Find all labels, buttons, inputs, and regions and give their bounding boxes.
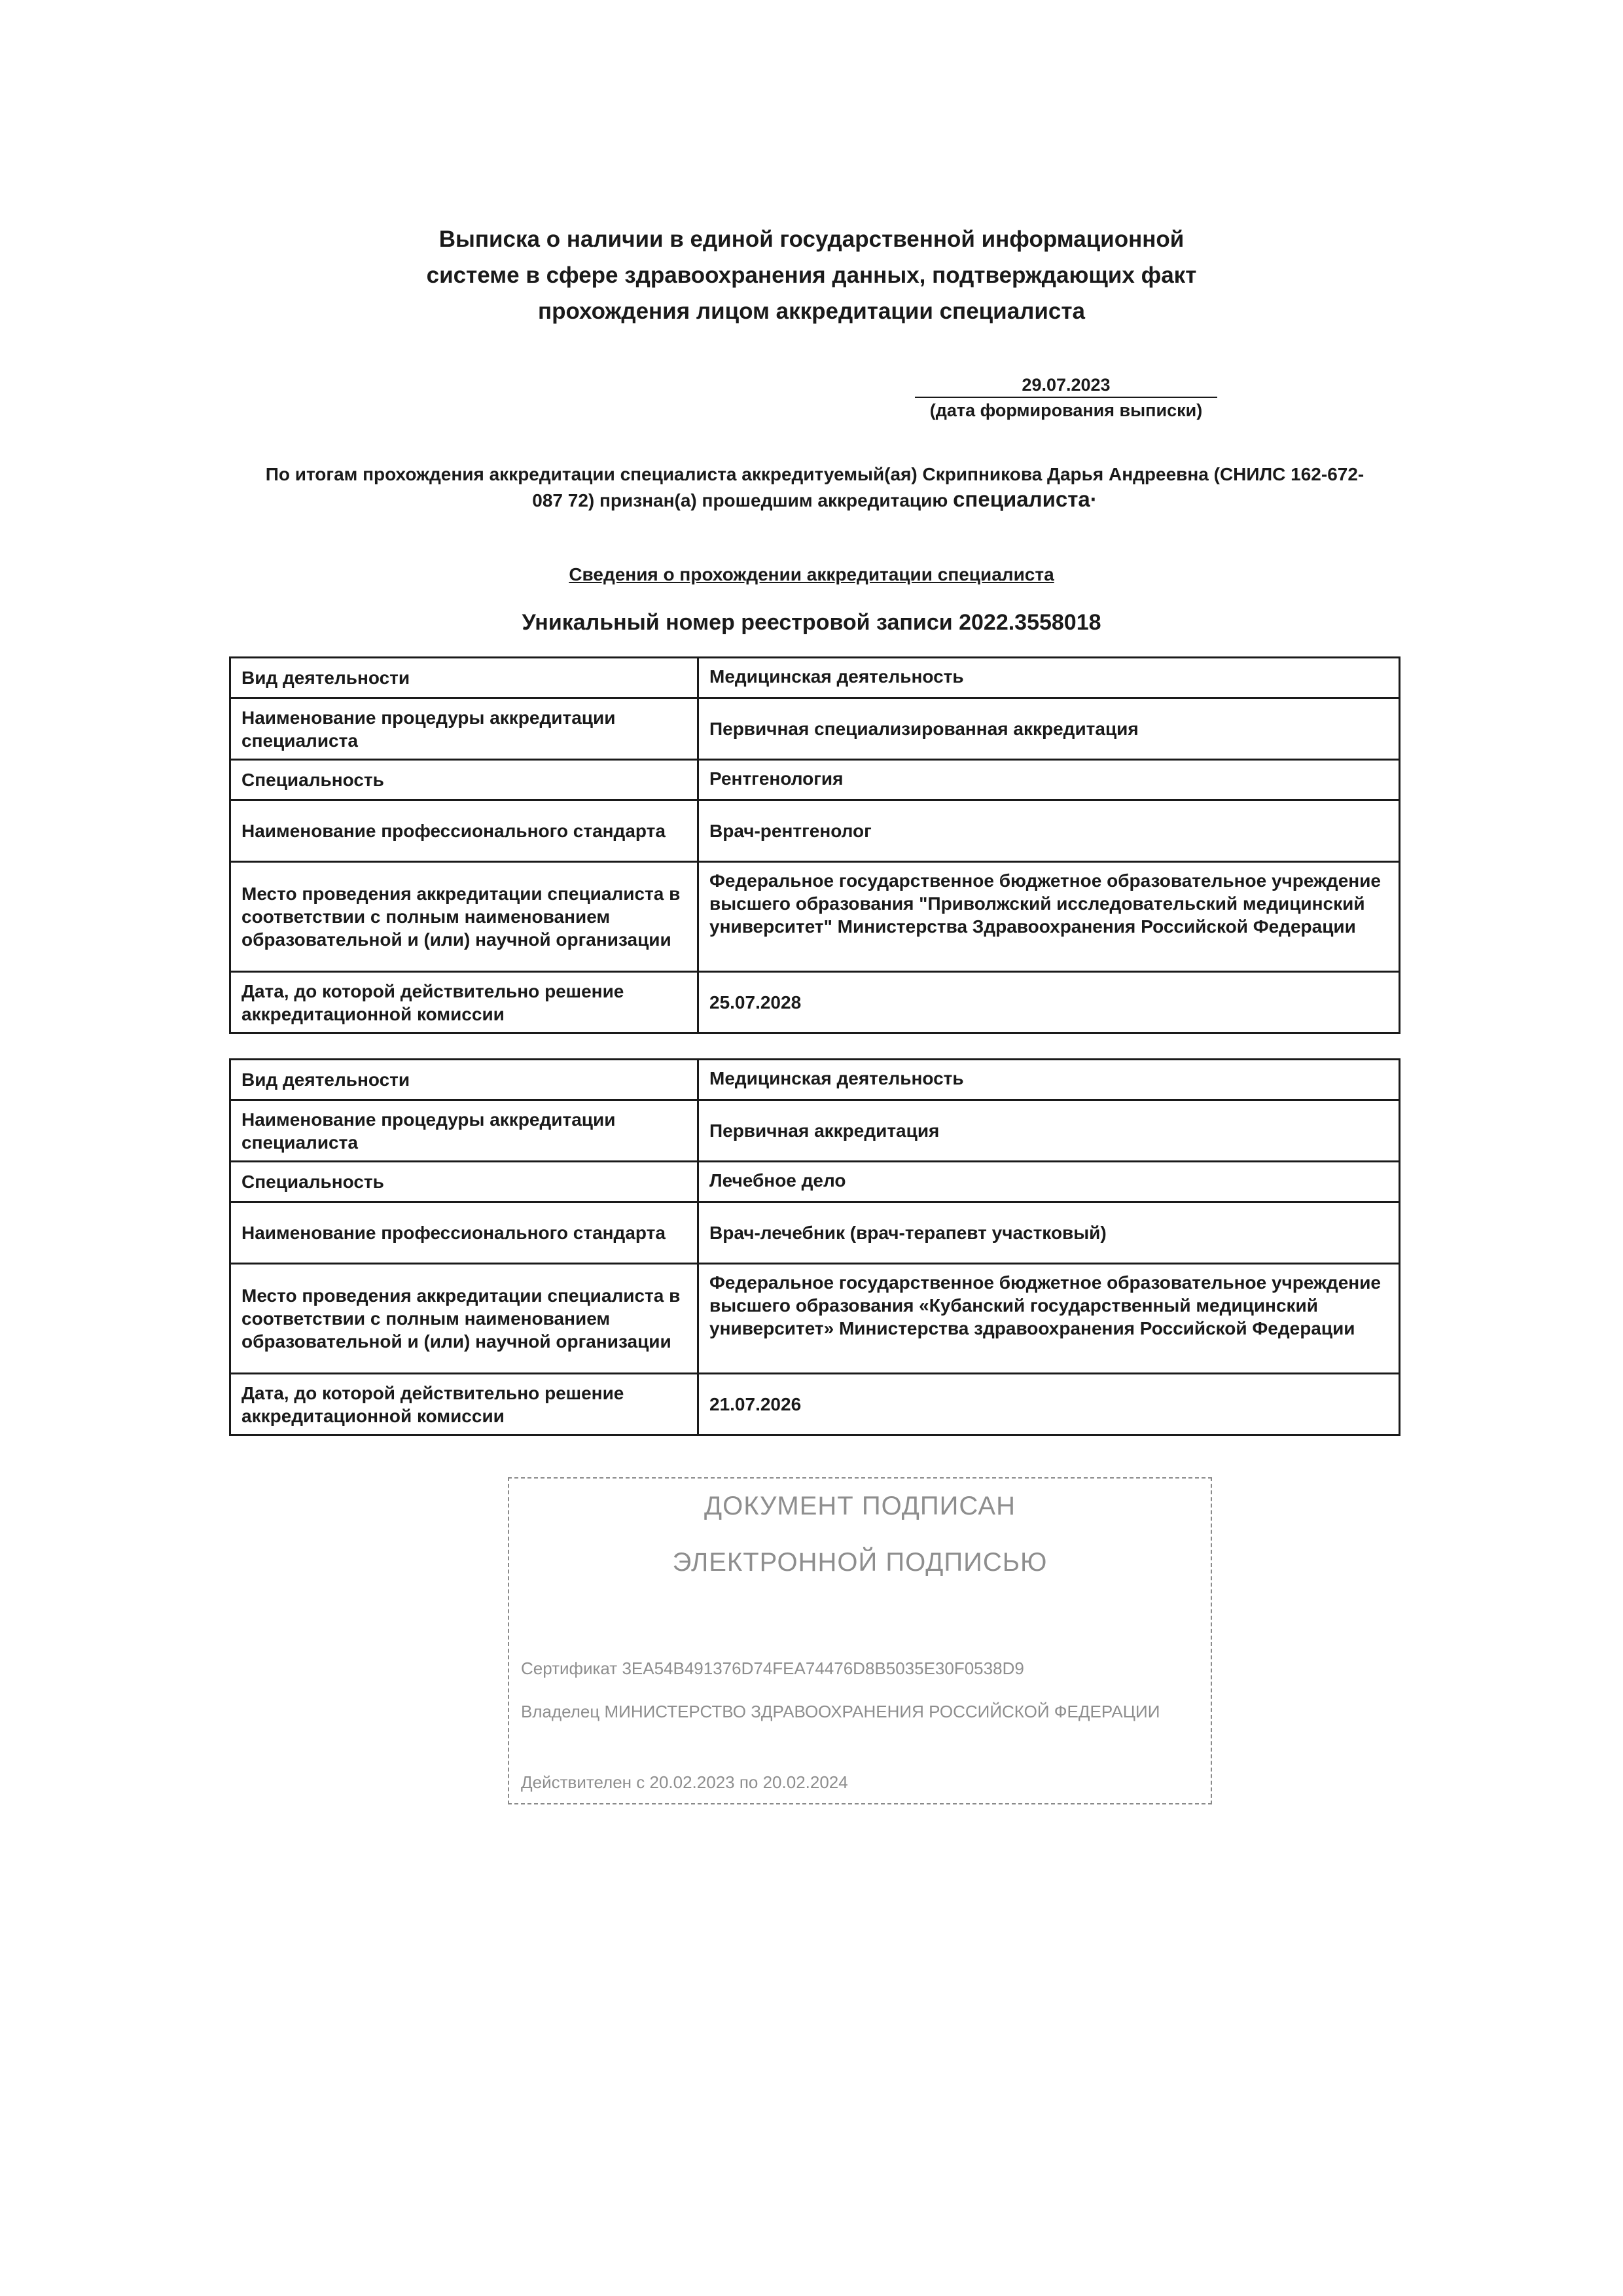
value-procedure: Первичная аккредитация (698, 1100, 1400, 1162)
title-line: Выписка о наличии в единой государственной информационной (438, 226, 1185, 252)
value-specialty: Лечебное дело (698, 1162, 1400, 1202)
value-standard: Врач-рентгенолог (698, 800, 1400, 862)
value-standard: Врач-лечебник (врач-терапевт участковый) (698, 1202, 1400, 1264)
label-specialty: Специальность (230, 1162, 698, 1202)
table-row (230, 1100, 1400, 1162)
label-specialty: Специальность (230, 760, 698, 800)
table-row (230, 698, 1400, 760)
title-line: прохождения лицом аккредитации специалиста (538, 298, 1085, 324)
table-row (230, 972, 1400, 1033)
value-activity: Медицинская деятельность (698, 658, 1400, 698)
value-place: Федеральное государственное бюджетное образовательное учреждение высшего образования "Приволжский исследовательский медицинский университет" Министерства Здравоохранения Российской Федерации (698, 862, 1400, 972)
label-procedure: Наименование процедуры аккредитации специалиста (230, 1100, 698, 1162)
table-row (230, 1060, 1400, 1100)
intro-line: 087 72) признан(а) прошедшим аккредитацию (532, 490, 948, 511)
value-procedure: Первичная специализированная аккредитация (698, 698, 1400, 760)
value-valid-until: 25.07.2028 (698, 972, 1400, 1033)
table-row (230, 658, 1400, 698)
table-row (230, 862, 1400, 972)
value-specialty: Рентгенология (698, 760, 1400, 800)
extract-date: 29.07.2023 (915, 373, 1217, 398)
intro-line: По итогам прохождения аккредитации специалиста аккредитуемый(ая) Скрипникова Дарья Андреевна (СНИЛС 162-672- (265, 464, 1364, 484)
table-row (230, 1264, 1400, 1374)
value-activity: Медицинская деятельность (698, 1060, 1400, 1100)
extract-date-caption: (дата формирования выписки) (929, 401, 1203, 420)
table-row (230, 800, 1400, 862)
intro-paragraph (226, 462, 1404, 513)
section-heading: Сведения о прохождении аккредитации специалиста (569, 564, 1054, 584)
label-place: Место проведения аккредитации специалиста в соответствии с полным наименованием образовательной и (или) научной организации (230, 862, 698, 972)
accreditation-table-1 (229, 656, 1400, 1034)
extract-date-block (915, 373, 1217, 423)
label-activity: Вид деятельности (230, 658, 698, 698)
label-valid-until: Дата, до которой действительно решение аккредитационной комиссии (230, 1374, 698, 1435)
label-activity: Вид деятельности (230, 1060, 698, 1100)
table-row (230, 1162, 1400, 1202)
stamp-validity: Действителен с 20.02.2023 по 20.02.2024 (521, 1772, 848, 1792)
value-place: Федеральное государственное бюджетное образовательное учреждение высшего образования «Кубанский государственный медицинский университет» Министерства здравоохранения Российской Федерации (698, 1264, 1400, 1374)
table-row (230, 760, 1400, 800)
label-standard: Наименование профессионального стандарта (230, 800, 698, 862)
stamp-owner: Владелец МИНИСТЕРСТВО ЗДРАВООХРАНЕНИЯ РОССИЙСКОЙ ФЕДЕРАЦИИ (521, 1702, 1160, 1721)
label-place: Место проведения аккредитации специалиста в соответствии с полным наименованием образовательной и (или) научной организации (230, 1264, 698, 1374)
stamp-subheading: ЭЛЕКТРОННОЙ ПОДПИСЬЮ (672, 1548, 1048, 1577)
label-standard: Наименование профессионального стандарта (230, 1202, 698, 1264)
document-title (0, 221, 1623, 329)
accreditation-table-2 (229, 1058, 1400, 1436)
intro-emphasis: специалиста· (953, 487, 1097, 511)
stamp-certificate: Сертификат 3EA54B491376D74FEA74476D8B5035E30F0538D9 (521, 1659, 1024, 1678)
registry-number: Уникальный номер реестровой записи 2022.3558018 (522, 610, 1101, 635)
table-row (230, 1202, 1400, 1264)
title-line: системе в сфере здравоохранения данных, подтверждающих факт (426, 262, 1197, 288)
value-valid-until: 21.07.2026 (698, 1374, 1400, 1435)
table-row (230, 1374, 1400, 1435)
label-procedure: Наименование процедуры аккредитации специалиста (230, 698, 698, 760)
label-valid-until: Дата, до которой действительно решение аккредитационной комиссии (230, 972, 698, 1033)
electronic-signature-stamp (508, 1477, 1212, 1804)
stamp-heading: ДОКУМЕНТ ПОДПИСАН (704, 1492, 1016, 1520)
